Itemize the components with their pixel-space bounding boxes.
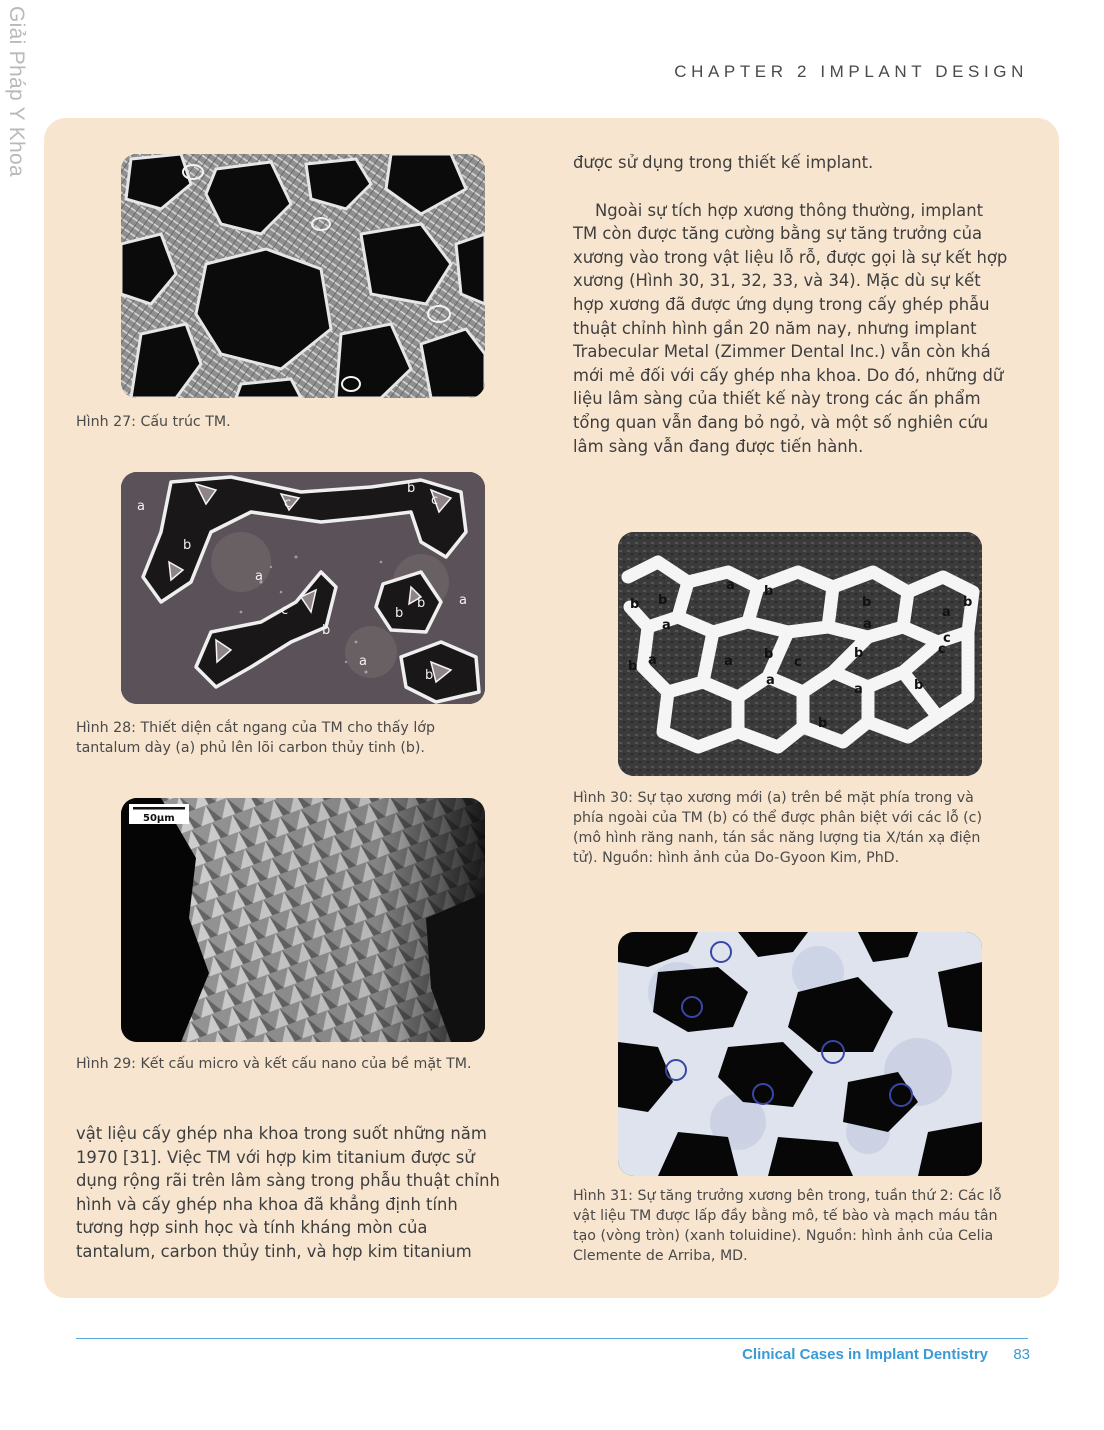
fig28-label: b [395, 606, 404, 621]
fig30-label: c [943, 631, 951, 646]
fig30-label: a [942, 605, 951, 620]
right-paragraph-2: Ngoài sự tích hợp xương thông thường, implant TM còn được tăng cường bằng sự tăng trưởng của xương vào trong vật liệu lỗ rỗ, được gọi là sự kết hợp xương (Hình 30, 31, 32, 33, và 34). Mặc dù sự kết hợp xương đã được ứng dụng trong cấy ghép phẫu thuật chỉnh hình gần 20 năm nay, nhưng implant Trabecular Metal (Zimmer Dental Inc.) vẫn còn khá mới mẻ đối với cấy ghép nha khoa. Do đó, những dữ liệu lâm sàng của thiết kế này trong các ấn phẩm tổng quan vẫn đang bỏ ngỏ, và một số nghiên cứu lâm sàng vẫn đang được tiến hành. [573, 200, 1008, 456]
page-number: 83 [1013, 1346, 1030, 1363]
scale-bar-label: 50μm [143, 813, 175, 824]
fig30-label: a [854, 682, 863, 697]
figure-28-caption: Hình 28: Thiết diện cắt ngang của TM cho thấy lớp tantalum dày (a) phủ lên lõi carbon thủy tinh (b). [76, 720, 435, 756]
fig30-label: a [863, 617, 872, 632]
fig30-label: b [764, 584, 774, 599]
fig28-label: b [183, 538, 192, 553]
fig30-label: a [726, 578, 735, 593]
fig30-label: b [862, 595, 872, 610]
figure-27-caption: Hình 27: Cấu trúc TM. [76, 414, 231, 430]
figure-28-image [121, 472, 485, 704]
fig30-label: b [764, 647, 774, 662]
fig30-label: b [963, 595, 973, 610]
watermark: Giải Pháp Y Khoa [5, 6, 28, 177]
fig28-label: c [281, 603, 289, 618]
fig30-label: b [658, 593, 668, 608]
fig30-label: b [630, 597, 640, 612]
running-head: CHAPTER 2 IMPLANT DESIGN [674, 62, 1028, 81]
fig30-label: c [794, 655, 802, 670]
fig28-label: c [431, 493, 439, 508]
fig28-label: a [359, 654, 367, 669]
figure-30-caption: Hình 30: Sự tạo xương mới (a) trên bề mặt phía trong và phía ngoài của TM (b) có thể được phân biệt với các lỗ (c) (mô hình răng nanh, tán sắc năng lượng tia X/tán xạ điện tử). Nguồn: hình ảnh của Do-Gyoon Kim, PhD. [573, 790, 983, 866]
fig28-label: b [425, 668, 434, 683]
fig28-label: a [137, 499, 145, 514]
figure-27-image [121, 154, 485, 398]
figure-31-caption: Hình 31: Sự tăng trưởng xương bên trong, tuần thứ 2: Các lỗ vật liệu TM được lấp đầy bằng mô, tế bào và mạch máu tân tạo (vòng tròn) (xanh toluidine). Nguồn: hình ảnh của Celia Clemente de Arriba, MD. [573, 1188, 1002, 1264]
right-body-text [573, 151, 1013, 458]
fig30-label: a [662, 618, 671, 633]
fig28-label: b [322, 623, 331, 638]
fig30-label: b [854, 646, 864, 661]
fig28-label: b [417, 596, 426, 611]
left-body-text [76, 1122, 516, 1264]
figure-29-caption: Hình 29: Kết cấu micro và kết cấu nano của bề mặt TM. [76, 1056, 472, 1072]
fig30-label: b [818, 716, 828, 731]
figure-29-image [121, 798, 485, 1042]
figure-31-image [618, 932, 982, 1176]
fig28-label: a [255, 569, 263, 584]
fig30-label: c [938, 642, 946, 657]
fig28-label: a [459, 593, 467, 608]
fig30-label: b [914, 678, 924, 693]
fig30-label: a [766, 673, 775, 688]
right-paragraph-1: được sử dụng trong thiết kế implant. [573, 153, 874, 172]
fig28-label: c [284, 496, 292, 511]
figure-30-image [618, 532, 982, 776]
footer-rule [76, 1338, 1028, 1339]
left-body-paragraph: vật liệu cấy ghép nha khoa trong suốt những năm 1970 [31]. Việc TM với hợp kim titanium được sử dụng rộng rãi trên lâm sàng trong phẫu thuật chỉnh hình và cấy ghép nha khoa đã khẳng định tính tương hợp sinh học và tính kháng mòn của tantalum, carbon thủy tinh, và hợp kim titanium [76, 1124, 500, 1261]
fig30-label: b [628, 659, 638, 674]
footer-book-title: Clinical Cases in Implant Dentistry [742, 1346, 988, 1363]
fig30-label: a [724, 654, 733, 669]
fig28-label: b [407, 481, 416, 496]
fig30-label: a [648, 653, 657, 668]
